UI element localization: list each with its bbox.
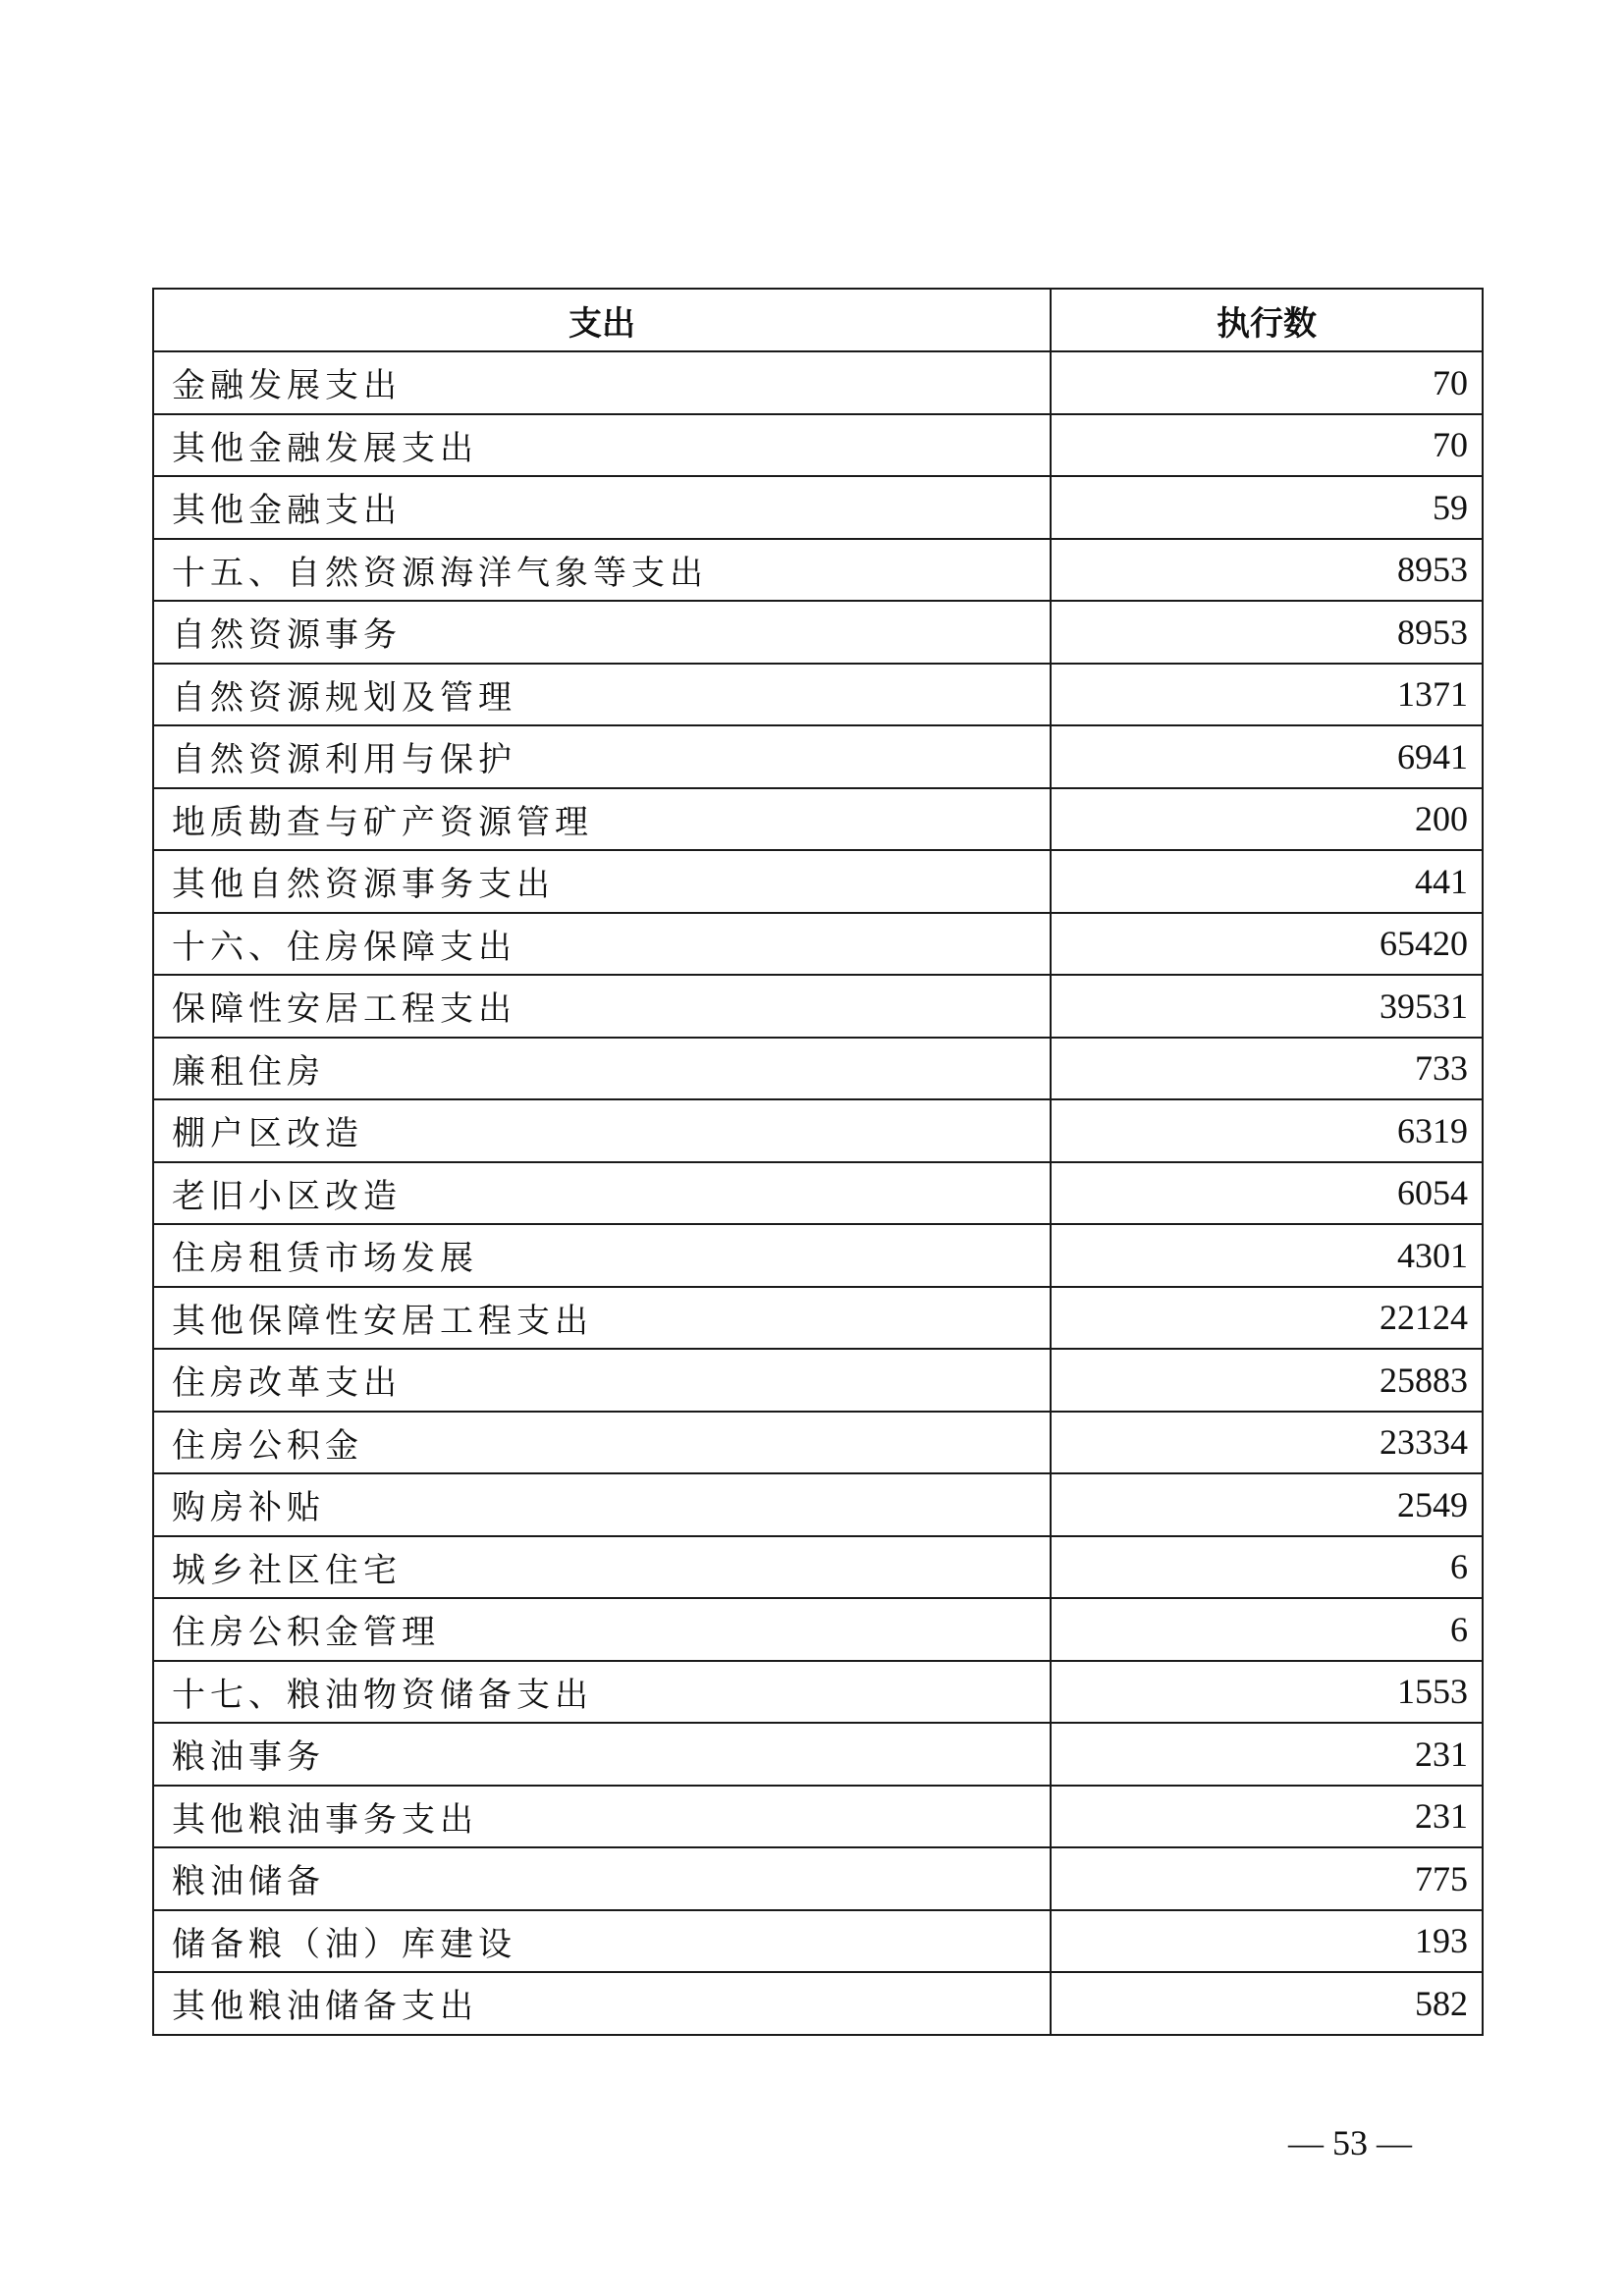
table-row [153,1038,1483,1100]
row-value: 193 [1051,1910,1483,1973]
table-row [153,1661,1483,1724]
row-value: 200 [1051,788,1483,851]
table-row [153,1412,1483,1474]
row-label: 金融发展支出 [153,351,1051,414]
row-value: 59 [1051,476,1483,539]
table-row [153,539,1483,602]
header-expenditure: 支出 [153,289,1051,351]
table-row [153,1910,1483,1973]
table-row [153,1224,1483,1287]
row-value: 1553 [1051,1661,1483,1724]
row-label: 住房改革支出 [153,1349,1051,1412]
row-value: 1371 [1051,664,1483,726]
table-row [153,1099,1483,1162]
table-row [153,788,1483,851]
table-row [153,1786,1483,1848]
row-label: 城乡社区住宅 [153,1536,1051,1599]
row-value: 733 [1051,1038,1483,1100]
row-label: 其他保障性安居工程支出 [153,1287,1051,1350]
expenditure-table [152,288,1484,2036]
row-label: 老旧小区改造 [153,1162,1051,1225]
row-label: 地质勘查与矿产资源管理 [153,788,1051,851]
header-execution-amount: 执行数 [1051,289,1483,351]
row-label: 住房公积金管理 [153,1598,1051,1661]
row-label: 住房租赁市场发展 [153,1224,1051,1287]
row-value: 39531 [1051,975,1483,1038]
row-value: 70 [1051,351,1483,414]
row-label: 自然资源利用与保护 [153,725,1051,788]
row-value: 6941 [1051,725,1483,788]
row-label: 棚户区改造 [153,1099,1051,1162]
row-label: 粮油事务 [153,1723,1051,1786]
row-value: 231 [1051,1786,1483,1848]
row-value: 6319 [1051,1099,1483,1162]
table-row [153,725,1483,788]
row-value: 8953 [1051,539,1483,602]
row-value: 70 [1051,414,1483,477]
row-value: 231 [1051,1723,1483,1786]
row-label: 保障性安居工程支出 [153,975,1051,1038]
row-label: 十七、粮油物资储备支出 [153,1661,1051,1724]
table-row [153,351,1483,414]
table-row [153,850,1483,913]
table-body [153,351,1483,2035]
table-row [153,1473,1483,1536]
row-label: 十五、自然资源海洋气象等支出 [153,539,1051,602]
row-label: 其他粮油事务支出 [153,1786,1051,1848]
row-value: 775 [1051,1847,1483,1910]
row-value: 25883 [1051,1349,1483,1412]
row-value: 8953 [1051,601,1483,664]
row-value: 6054 [1051,1162,1483,1225]
row-value: 582 [1051,1972,1483,2035]
row-value: 22124 [1051,1287,1483,1350]
row-label: 购房补贴 [153,1473,1051,1536]
row-label: 储备粮（油）库建设 [153,1910,1051,1973]
table-row [153,476,1483,539]
table-row [153,414,1483,477]
row-value: 2549 [1051,1473,1483,1536]
row-value: 65420 [1051,913,1483,976]
row-label: 住房公积金 [153,1412,1051,1474]
row-label: 其他粮油储备支出 [153,1972,1051,2035]
page-number: — 53 — [1288,2123,1412,2163]
table-row [153,1162,1483,1225]
row-label: 廉租住房 [153,1038,1051,1100]
row-label: 十六、住房保障支出 [153,913,1051,976]
row-value: 441 [1051,850,1483,913]
table-row [153,913,1483,976]
table-row [153,1972,1483,2035]
table-row [153,1536,1483,1599]
row-value: 6 [1051,1536,1483,1599]
table-row [153,1723,1483,1786]
table-row [153,975,1483,1038]
row-label: 自然资源事务 [153,601,1051,664]
table-row [153,601,1483,664]
row-value: 23334 [1051,1412,1483,1474]
table-row [153,1598,1483,1661]
table-row [153,664,1483,726]
table-row [153,1287,1483,1350]
row-label: 其他自然资源事务支出 [153,850,1051,913]
table-row [153,1349,1483,1412]
table-row [153,1847,1483,1910]
table-header-row [153,289,1483,351]
row-label: 粮油储备 [153,1847,1051,1910]
row-label: 其他金融发展支出 [153,414,1051,477]
row-label: 自然资源规划及管理 [153,664,1051,726]
row-value: 4301 [1051,1224,1483,1287]
row-value: 6 [1051,1598,1483,1661]
row-label: 其他金融支出 [153,476,1051,539]
